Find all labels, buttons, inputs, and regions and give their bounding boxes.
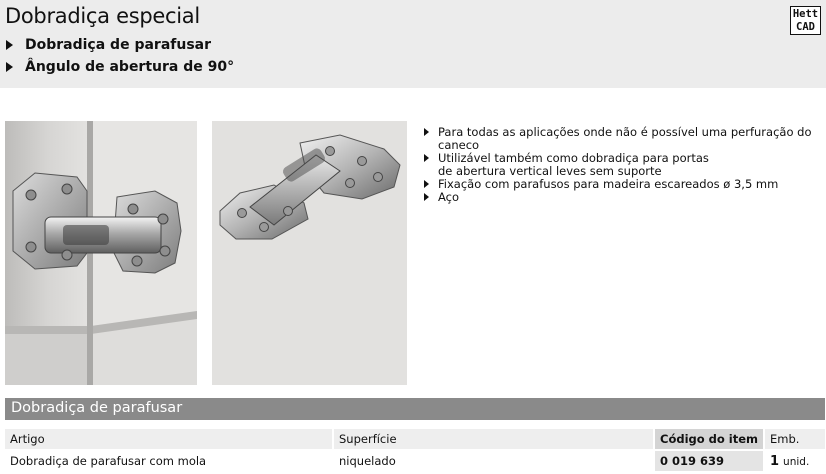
- bullet-item: [424, 178, 826, 191]
- cell-superficie: niquelado: [333, 450, 654, 471]
- feature-opening-angle: [6, 59, 234, 75]
- pack-quantity: 1: [770, 453, 780, 469]
- product-photo-mounted: [5, 121, 197, 385]
- cell-artigo: Dobradiça de parafusar com mola: [5, 450, 333, 471]
- triangle-bullet-icon: [6, 62, 13, 72]
- logo-line: CAD: [796, 20, 815, 33]
- page-title: Dobradiça especial: [5, 4, 200, 28]
- triangle-bullet-icon: [424, 180, 429, 188]
- cell-emb: [764, 450, 825, 471]
- section-title-bar: Dobradiça de parafusar: [5, 398, 825, 420]
- column-header-artigo: Artigo: [5, 429, 333, 450]
- bullet-text: Utilizável também como dobradiça para portas: [438, 151, 709, 165]
- triangle-bullet-icon: [424, 154, 429, 162]
- description-bullet-list: [424, 126, 826, 204]
- table-row[interactable]: [5, 450, 825, 471]
- bullet-text-continuation: de abertura vertical leves sem suporte: [438, 164, 662, 178]
- hinge-mounted-illustration: [5, 121, 197, 385]
- feature-label: Dobradiça de parafusar: [25, 37, 212, 53]
- column-header-emb: Emb.: [764, 429, 825, 450]
- triangle-bullet-icon: [424, 193, 429, 201]
- feature-label: Ângulo de abertura de 90°: [25, 59, 235, 75]
- bullet-text: Fixação com parafusos para madeira escareados ø 3,5 mm: [438, 177, 779, 191]
- item-table: [5, 429, 825, 471]
- header-banner: [0, 0, 826, 88]
- triangle-bullet-icon: [424, 128, 429, 136]
- column-header-superficie: Superfície: [333, 429, 654, 450]
- triangle-bullet-icon: [6, 40, 13, 50]
- product-photo-detail: [212, 121, 407, 385]
- bullet-item: [424, 191, 826, 204]
- pack-unit: unid.: [783, 455, 810, 468]
- hettcad-logo[interactable]: [790, 6, 821, 35]
- column-header-codigo: Código do item: [654, 429, 764, 450]
- table-header-row: [5, 429, 825, 450]
- bullet-text: Aço: [438, 190, 460, 204]
- bullet-item: [424, 126, 826, 152]
- logo-line: Hett: [792, 8, 819, 20]
- cell-item-code[interactable]: 0 019 639: [654, 450, 764, 471]
- feature-screw-on: [6, 37, 211, 53]
- bullet-text: Para todas as aplicações onde não é possível uma perfuração do caneco: [438, 125, 812, 152]
- hinge-detail-illustration: [212, 121, 407, 385]
